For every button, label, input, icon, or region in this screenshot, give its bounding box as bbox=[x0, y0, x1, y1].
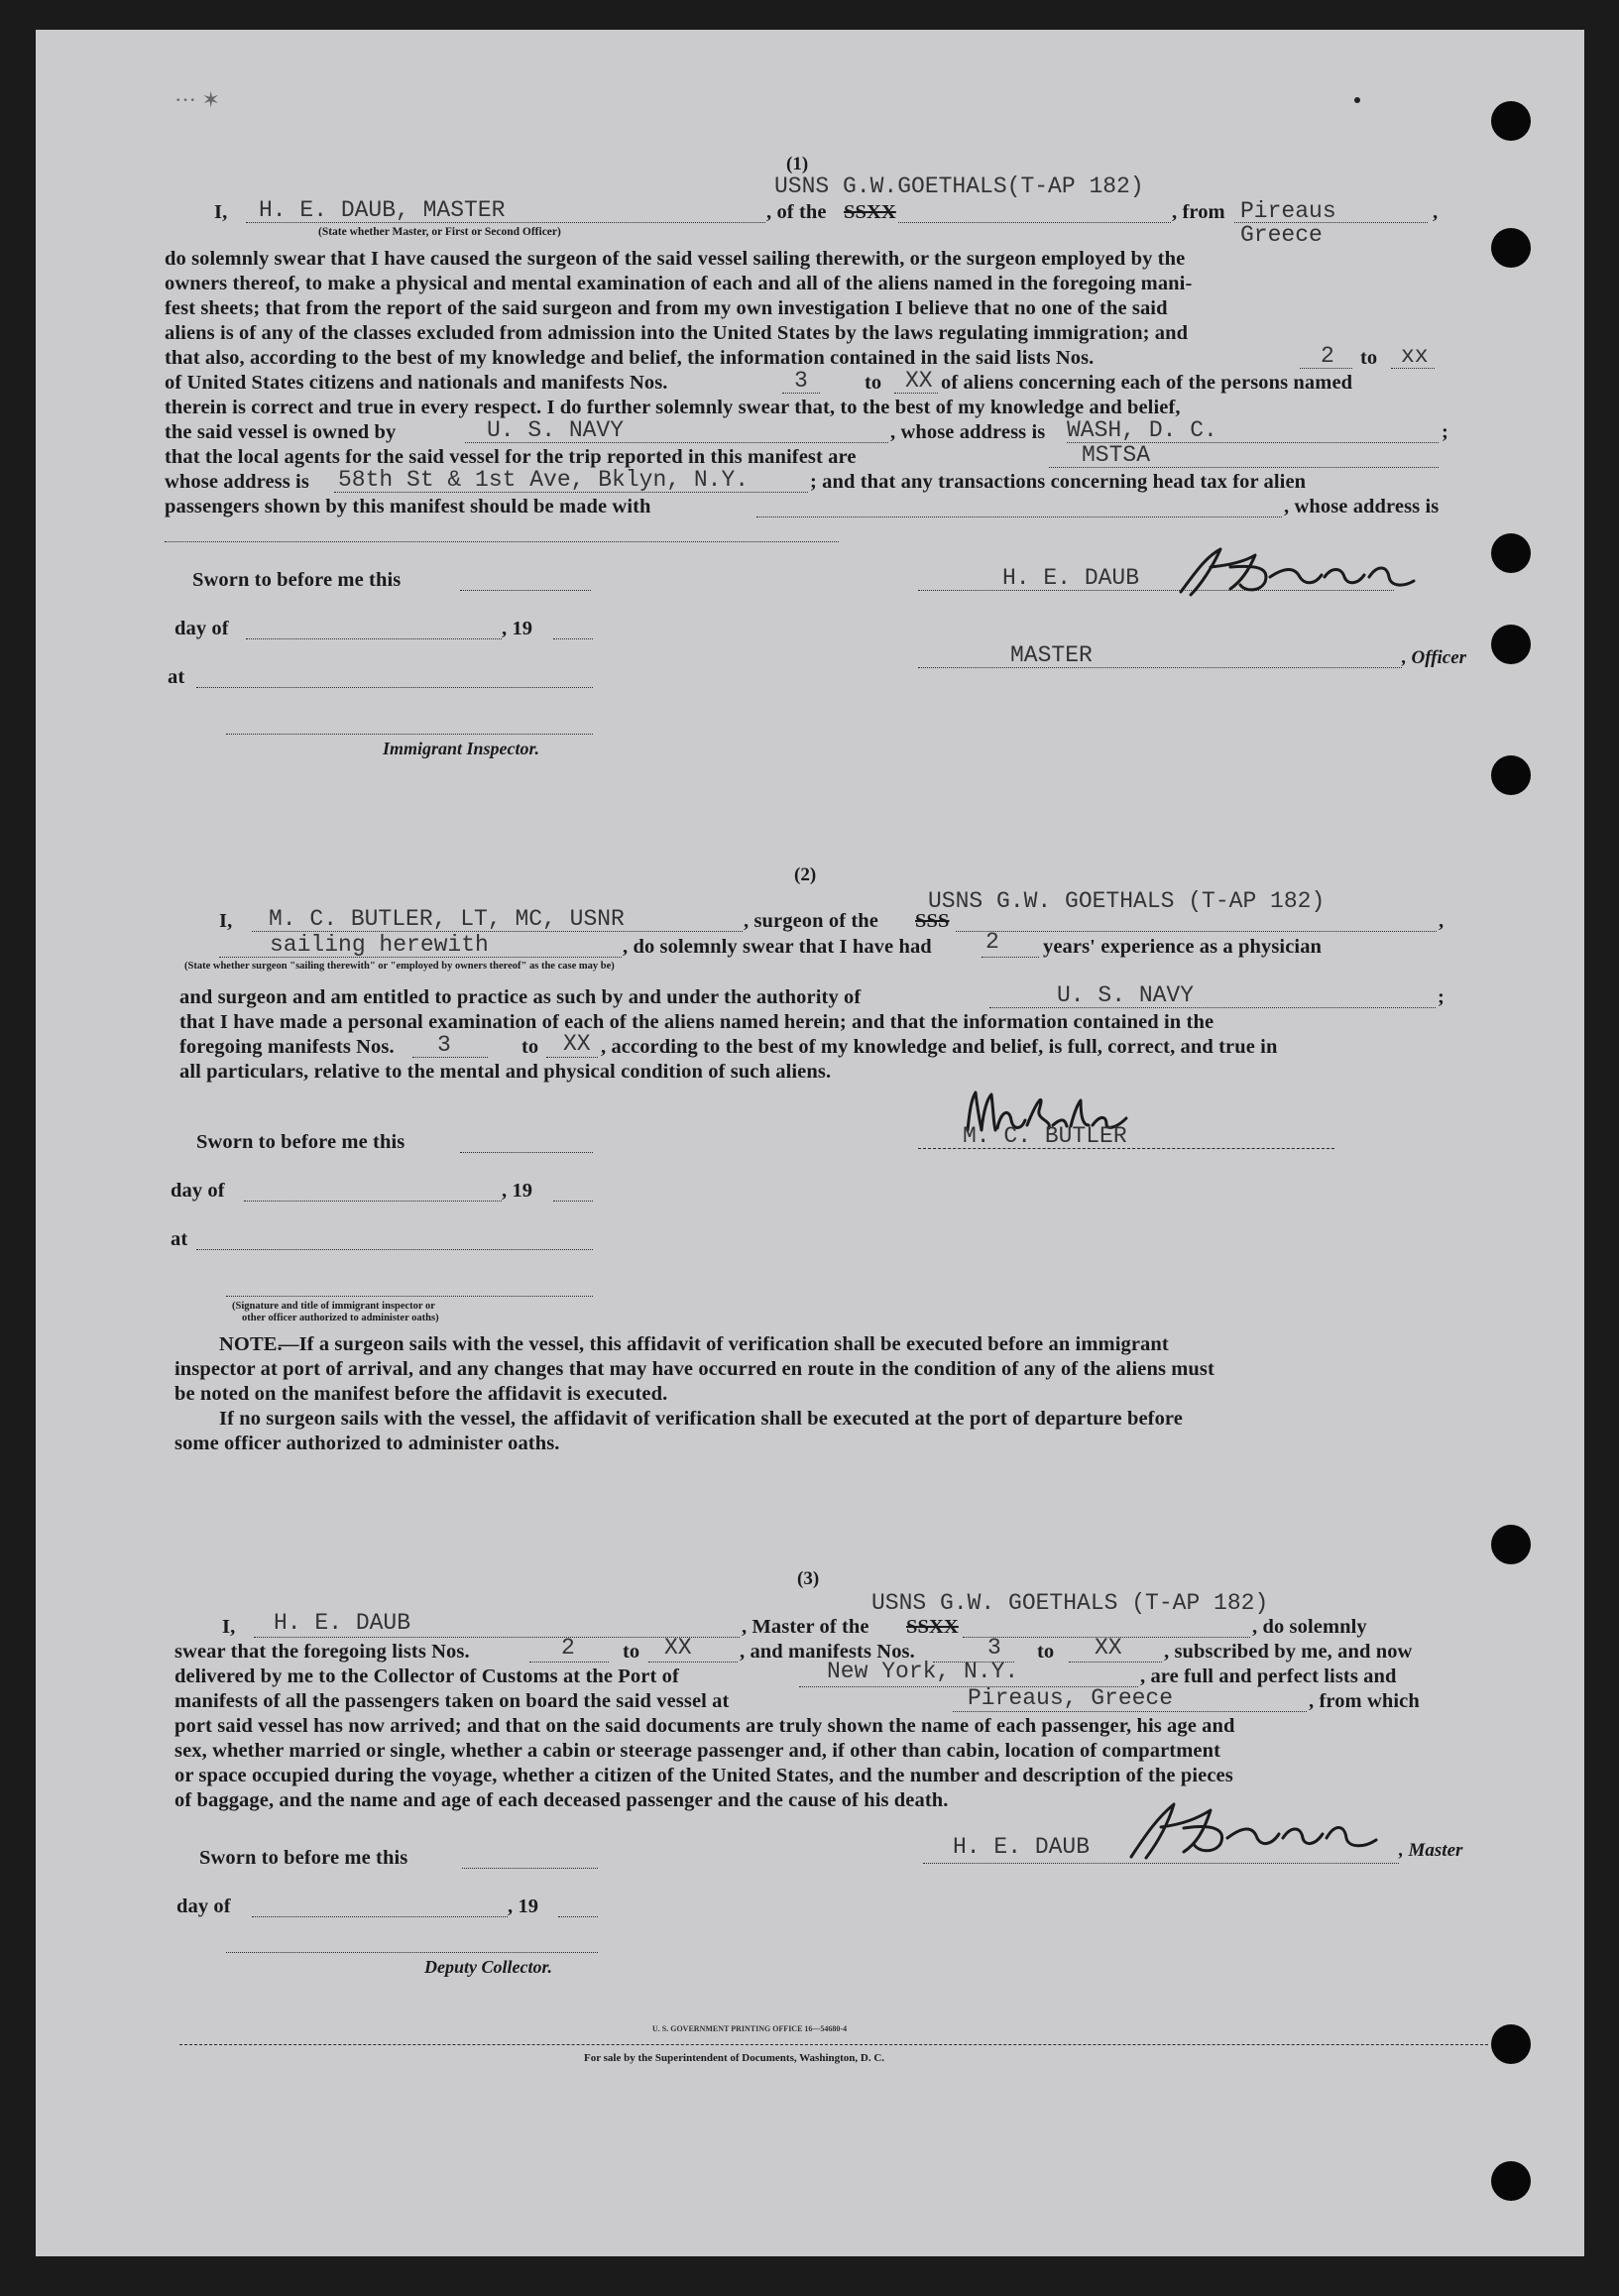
s1-paragraph-line: aliens is of any of the classes excluded from admission into the United States by the laws regulating immigration; and bbox=[165, 322, 1189, 344]
s2-line2-text: years' experience as a physician bbox=[1043, 936, 1323, 958]
s2-paragraph-line: foregoing manifests Nos. bbox=[179, 1036, 395, 1058]
s3-line1-text: , do solemnly bbox=[1252, 1616, 1367, 1638]
s3-port: New York, N.Y. bbox=[827, 1659, 1019, 1684]
s1-paragraph-line: do solemnly swear that I have caused the surgeon of the said vessel sailing therewith, or the surgeon employed by the bbox=[165, 248, 1186, 270]
s3-sworn-label: Sworn to before me this bbox=[199, 1847, 408, 1869]
s3-deputy-label: Deputy Collector. bbox=[424, 1957, 552, 1977]
punch-hole bbox=[1491, 533, 1531, 573]
s3-dayof-label: day of bbox=[176, 1895, 231, 1917]
s1-from-country: Greece bbox=[1240, 222, 1323, 248]
s1-paragraph-line: ; bbox=[1442, 421, 1448, 443]
punch-hole bbox=[1491, 1525, 1531, 1564]
s1-year-label: , 19 bbox=[502, 618, 533, 639]
s1-agents: MSTSA bbox=[1082, 442, 1151, 468]
s1-vessel-name: USNS G.W.GOETHALS(T-AP 182) bbox=[774, 173, 1144, 199]
s3-paragraph-line: port said vessel has now arrived; and that on the said documents are truly shown the name of each passenger, his age and bbox=[174, 1715, 1235, 1737]
s1-paragraph-line: of United States citizens and nationals and manifests Nos. bbox=[165, 372, 668, 394]
s2-vessel-strike: SSS bbox=[915, 910, 950, 932]
punch-hole bbox=[1491, 101, 1531, 141]
punch-hole bbox=[1491, 2161, 1531, 2201]
s1-manifests-from: 3 bbox=[794, 368, 808, 394]
s2-paragraph-line: and surgeon and am entitled to practice as such by and under the authority of bbox=[179, 986, 862, 1008]
s1-master-name: H. E. DAUB, MASTER bbox=[259, 197, 506, 223]
s2-manifests-to: XX bbox=[563, 1031, 591, 1057]
s1-paragraph-line: , whose address is bbox=[890, 421, 1046, 443]
s3-paragraph-line: , subscribed by me, and now bbox=[1164, 1641, 1413, 1663]
s1-agent-address: 58th St & 1st Ave, Bklyn, N.Y. bbox=[338, 467, 750, 493]
s1-signer-name: H. E. DAUB bbox=[1002, 565, 1140, 591]
s3-paragraph-line: or space occupied during the voyage, whether a citizen of the United States, and the number and description of the pieces bbox=[174, 1765, 1233, 1786]
s2-manifests-from: 3 bbox=[437, 1032, 451, 1058]
s1-lists-from: 2 bbox=[1321, 343, 1334, 369]
s1-paragraph-line: to bbox=[1360, 347, 1378, 369]
s2-note-line: some officer authorized to administer oaths. bbox=[174, 1433, 560, 1454]
s2-sig-hint-2: other officer authorized to administer oaths) bbox=[242, 1313, 439, 1323]
s2-sworn-label: Sworn to before me this bbox=[196, 1131, 405, 1153]
s3-line1-text: I, bbox=[222, 1616, 236, 1638]
s1-paragraph-line: owners thereof, to make a physical and mental examination of each and all of the aliens named in the foregoing mani- bbox=[165, 273, 1193, 294]
s1-lists-to: xx bbox=[1401, 343, 1429, 369]
corner-mark: ··· ✶ bbox=[174, 87, 220, 112]
ink-dot bbox=[1354, 97, 1360, 103]
s2-vessel-name: USNS G.W. GOETHALS (T-AP 182) bbox=[928, 888, 1326, 914]
s2-at-label: at bbox=[171, 1228, 188, 1250]
s1-vessel-strike: SSXX bbox=[844, 201, 896, 223]
s1-paragraph-line: of aliens concerning each of the persons named bbox=[941, 372, 1353, 394]
s1-paragraph-line: whose address is bbox=[165, 471, 309, 493]
s1-paragraph-line: fest sheets; that from the report of the said surgeon and from my own investigation I believe that no one of the said bbox=[165, 297, 1168, 319]
s2-paragraph-line: , according to the best of my knowledge and belief, is full, correct, and true in bbox=[601, 1036, 1278, 1058]
s1-inspector-label: Immigrant Inspector. bbox=[383, 739, 540, 758]
s1-paragraph-line: passengers shown by this manifest should be made with bbox=[165, 496, 651, 517]
document-page bbox=[36, 30, 1584, 2256]
s2-dayof-label: day of bbox=[171, 1180, 225, 1202]
s1-hint: (State whether Master, or First or Second Officer) bbox=[318, 226, 561, 238]
s3-master-label: , Master bbox=[1399, 1840, 1463, 1861]
s1-paragraph-line: to bbox=[865, 372, 882, 394]
s1-signature-daub bbox=[1161, 537, 1429, 607]
s2-paragraph-line: ; bbox=[1438, 986, 1445, 1008]
s3-paragraph-line: delivered by me to the Collector of Customs at the Port of bbox=[174, 1665, 679, 1687]
s1-owner: U. S. NAVY bbox=[487, 417, 625, 443]
s3-vessel-strike: SSXX bbox=[906, 1616, 959, 1638]
footer-text: For sale by the Superintendent of Documents, Washington, D. C. bbox=[584, 2052, 885, 2064]
s3-paragraph-line: sex, whether married or single, whether a cabin or steerage passenger and, if other than cabin, location of compartment bbox=[174, 1740, 1221, 1762]
s1-sworn-label: Sworn to before me this bbox=[192, 569, 402, 591]
s1-paragraph-line: , whose address is bbox=[1284, 496, 1440, 517]
s3-manifests-from: 3 bbox=[987, 1635, 1001, 1661]
s3-paragraph-line: , are full and perfect lists and bbox=[1140, 1665, 1397, 1687]
s1-paragraph-line: ; and that any transactions concerning head tax for alien bbox=[810, 471, 1307, 493]
s3-boarding-port: Pireaus, Greece bbox=[968, 1685, 1174, 1711]
section-2-number: (2) bbox=[794, 864, 817, 885]
s1-line1-text: , bbox=[1433, 201, 1439, 223]
s3-paragraph-line: , from which bbox=[1309, 1690, 1420, 1712]
s3-paragraph-line: manifests of all the passengers taken on board the said vessel at bbox=[174, 1690, 730, 1712]
s2-year-label: , 19 bbox=[502, 1180, 533, 1202]
s2-line1-text: , surgeon of the bbox=[744, 910, 878, 932]
s1-dayof-label: day of bbox=[174, 618, 229, 639]
s3-paragraph-line: , and manifests Nos. bbox=[740, 1641, 915, 1663]
s2-hint: (State whether surgeon "sailing therewith" or "employed by owners thereof" as the case may be) bbox=[184, 961, 615, 972]
s1-line1-text: , of the bbox=[766, 201, 827, 223]
s2-sig-hint-1: (Signature and title of immigrant inspector or bbox=[232, 1301, 435, 1312]
s3-signer-name: H. E. DAUB bbox=[953, 1834, 1091, 1860]
s2-signer-name: M. C. BUTLER bbox=[963, 1123, 1127, 1149]
s2-years: 2 bbox=[985, 929, 999, 955]
s3-vessel-name: USNS G.W. GOETHALS (T-AP 182) bbox=[871, 1590, 1269, 1616]
section-1-number: (1) bbox=[786, 154, 809, 174]
s1-paragraph-line: that the local agents for the said vessel for the trip reported in this manifest are bbox=[165, 446, 857, 468]
s2-paragraph-line: all particulars, relative to the mental and physical condition of such aliens. bbox=[179, 1061, 832, 1083]
s1-paragraph-line: the said vessel is owned by bbox=[165, 421, 397, 443]
section-3-number: (3) bbox=[797, 1568, 820, 1589]
s1-owner-address: WASH, D. C. bbox=[1067, 417, 1217, 443]
punch-hole bbox=[1491, 2024, 1531, 2064]
s1-signer-title: MASTER bbox=[1010, 642, 1093, 668]
s2-paragraph-line: that I have made a personal examination of each of the aliens named herein; and that the information contained in the bbox=[179, 1011, 1214, 1033]
s1-line1-text: , from bbox=[1172, 201, 1225, 223]
gpo-imprint: U. S. GOVERNMENT PRINTING OFFICE 16—54680-4 bbox=[652, 2024, 848, 2033]
s3-line1-text: , Master of the bbox=[742, 1616, 869, 1638]
s1-at-label: at bbox=[168, 666, 185, 688]
s1-paragraph-line: that also, according to the best of my knowledge and belief, the information contained in the said lists Nos. bbox=[165, 347, 1095, 369]
s3-year-label: , 19 bbox=[508, 1895, 539, 1917]
s2-line1-text: I, bbox=[219, 910, 233, 932]
s3-paragraph-line: swear that the foregoing lists Nos. bbox=[174, 1641, 470, 1663]
punch-hole bbox=[1491, 755, 1531, 795]
s3-paragraph-line: to bbox=[1037, 1641, 1055, 1663]
s2-authority: U. S. NAVY bbox=[1057, 982, 1195, 1008]
s2-sailing-status: sailing herewith bbox=[270, 932, 489, 958]
s1-officer-label: , Officer bbox=[1402, 647, 1467, 668]
s2-line2-text: , do solemnly swear that I have had bbox=[623, 936, 932, 958]
s3-manifests-to: XX bbox=[1095, 1635, 1122, 1661]
s1-from-port: Pireaus bbox=[1240, 198, 1336, 224]
s3-name: H. E. DAUB bbox=[274, 1610, 411, 1636]
s2-surgeon-name: M. C. BUTLER, LT, MC, USNR bbox=[269, 906, 625, 932]
s3-paragraph-line: to bbox=[623, 1641, 640, 1663]
s1-line1-text: I, bbox=[214, 201, 228, 223]
s1-manifests-to: XX bbox=[905, 368, 933, 394]
s2-note-label: NOTE. bbox=[219, 1333, 283, 1355]
s2-note-line: inspector at port of arrival, and any changes that may have occurred en route in the condition of any of the aliens must bbox=[174, 1358, 1214, 1380]
s2-note-line: be noted on the manifest before the affidavit is executed. bbox=[174, 1383, 668, 1405]
s2-note-line: —If a surgeon sails with the vessel, this affidavit of verification shall be executed before an immigrant bbox=[279, 1333, 1169, 1355]
s2-line1-text: , bbox=[1439, 910, 1445, 932]
punch-hole bbox=[1491, 228, 1531, 268]
s1-paragraph-line: therein is correct and true in every respect. I do further solemnly swear that, to the best of my knowledge and belief, bbox=[165, 397, 1181, 418]
s3-signature-daub bbox=[1116, 1792, 1394, 1867]
s3-lists-to: XX bbox=[664, 1635, 692, 1661]
punch-hole bbox=[1491, 625, 1531, 664]
s2-note-line: If no surgeon sails with the vessel, the affidavit of verification shall be executed at the port of departure before bbox=[219, 1408, 1183, 1430]
s2-paragraph-line: to bbox=[521, 1036, 539, 1058]
s3-lists-from: 2 bbox=[561, 1635, 575, 1661]
s3-paragraph-line: of baggage, and the name and age of each deceased passenger and the cause of his death. bbox=[174, 1789, 949, 1811]
